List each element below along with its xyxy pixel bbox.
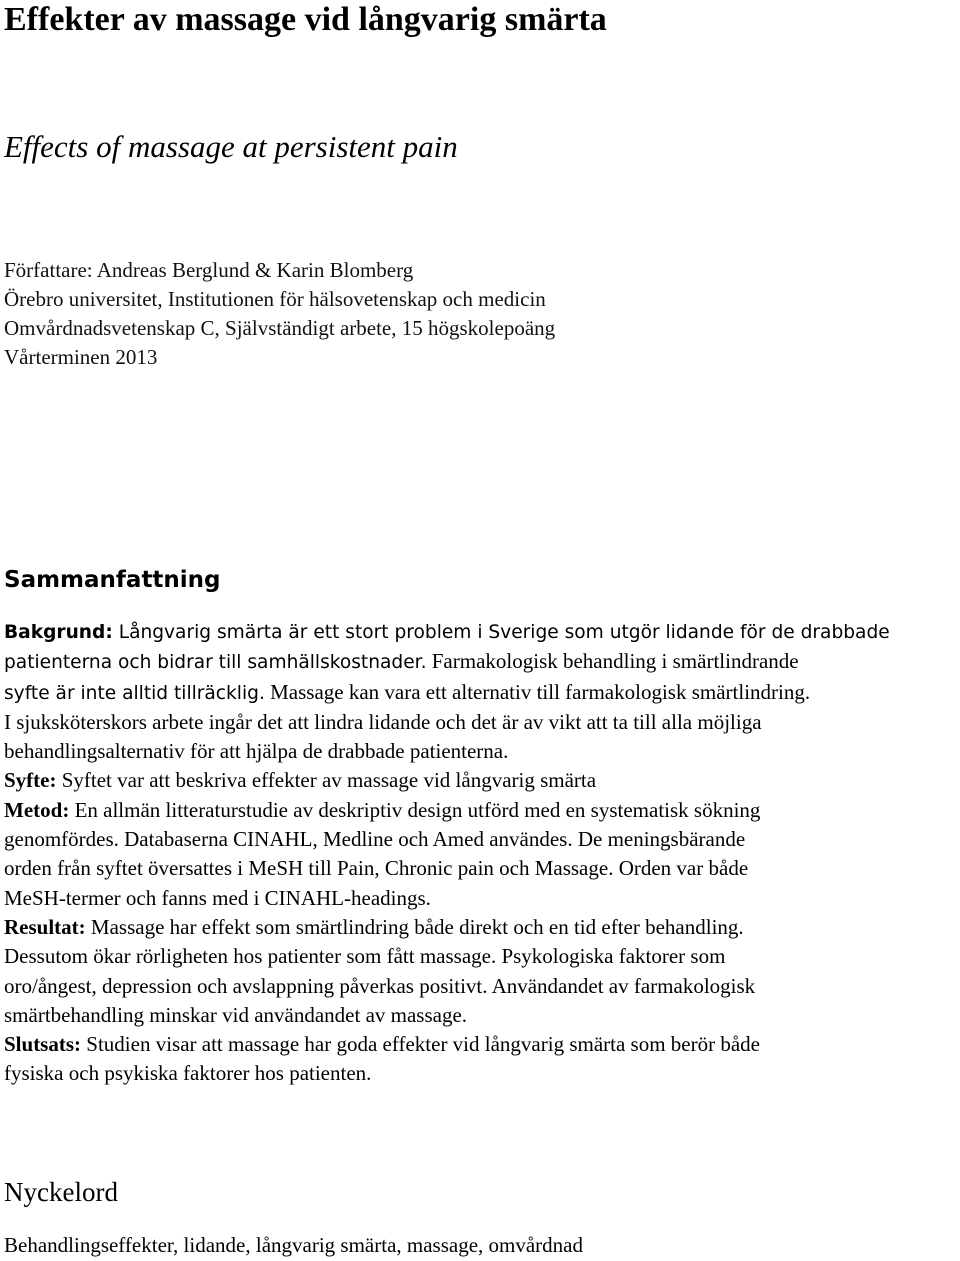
- background-label: Bakgrund:: [4, 622, 113, 643]
- summary-line: [4, 1030, 960, 1059]
- summary-text: En allmän litteraturstudie av deskriptiv design utförd med en systematisk sökning: [69, 797, 761, 822]
- summary-text: Farmakologisk behandling i smärtlindrande: [426, 649, 799, 674]
- document-title: Effekter av massage vid långvarig smärta: [4, 1, 607, 38]
- summary-line: [4, 737, 960, 766]
- course-line: Omvårdnadsvetenskap C, Självständigt arbete, 15 högskolepoäng: [4, 316, 556, 340]
- summary-line: [4, 884, 960, 913]
- summary-text: syfte är inte alltid tillräcklig.: [4, 682, 265, 704]
- aim-label: Syfte:: [4, 768, 57, 793]
- keywords-heading: Nyckelord: [4, 1177, 118, 1207]
- summary-line: [4, 796, 960, 825]
- term-line: Vårterminen 2013: [4, 345, 158, 369]
- authors-line: Författare: Andreas Berglund & Karin Blomberg: [4, 258, 414, 282]
- summary-line: [4, 854, 960, 883]
- summary-line: [4, 647, 960, 677]
- summary-line: [4, 825, 960, 854]
- summary-text: Långvarig smärta är ett stort problem i Sverige som utgör lidande för de drabbade: [112, 622, 890, 643]
- document-subtitle: Effects of massage at persistent pain: [4, 129, 458, 164]
- summary-line: [4, 678, 960, 708]
- summary-text: genomfördes. Databaserna CINAHL, Medline och Amed användes. De meningsbärande: [4, 827, 746, 852]
- method-label: Metod:: [4, 797, 70, 822]
- summary-text: orden från syftet översattes i MeSH till Pain, Chronic pain och Massage. Orden var både: [4, 856, 749, 881]
- summary-text: Dessutom ökar rörligheten hos patienter som fått massage. Psykologiska faktorer som: [4, 944, 726, 969]
- institution-line: Örebro universitet, Institutionen för hälsovetenskap och medicin: [4, 287, 546, 311]
- summary-line: [4, 913, 960, 942]
- summary-text: behandlingsalternativ för att hjälpa de drabbade patienterna.: [4, 739, 509, 764]
- summary-line: [4, 1059, 960, 1088]
- results-label: Resultat:: [4, 914, 86, 939]
- summary-text: fysiska och psykiska faktorer hos patienten.: [4, 1061, 372, 1086]
- summary-line: [4, 618, 960, 647]
- summary-text: Massage har effekt som smärtlindring både direkt och en tid efter behandling.: [85, 914, 744, 939]
- summary-line: [4, 708, 960, 737]
- summary-text: Studien visar att massage har goda effekter vid långvarig smärta som berör både: [81, 1032, 761, 1057]
- summary-line: [4, 1001, 960, 1030]
- summary-line: [4, 766, 960, 795]
- summary-body: [4, 618, 960, 1089]
- summary-text: MeSH-termer och fanns med i CINAHL-headings.: [4, 885, 431, 910]
- summary-line: [4, 942, 960, 971]
- summary-text: Massage kan vara ett alternativ till farmakologisk smärtlindring.: [264, 679, 811, 704]
- summary-text: Syftet var att beskriva effekter av massage vid långvarig smärta: [56, 768, 597, 793]
- summary-text: patienterna och bidrar till samhällskostnader.: [4, 652, 427, 674]
- summary-heading: Sammanfattning: [4, 567, 221, 593]
- summary-text: smärtbehandling minskar vid användandet av massage.: [4, 1002, 468, 1027]
- conclusion-label: Slutsats:: [4, 1032, 82, 1057]
- keywords-list: Behandlingseffekter, lidande, långvarig smärta, massage, omvårdnad: [4, 1233, 583, 1257]
- summary-text: I sjuksköterskors arbete ingår det att lindra lidande och det är av vikt att ta till alla möjliga: [4, 709, 762, 734]
- summary-text: oro/ångest, depression och avslappning påverkas positivt. Användandet av farmakologisk: [4, 973, 756, 998]
- author-info: [4, 256, 555, 372]
- summary-line: [4, 972, 960, 1001]
